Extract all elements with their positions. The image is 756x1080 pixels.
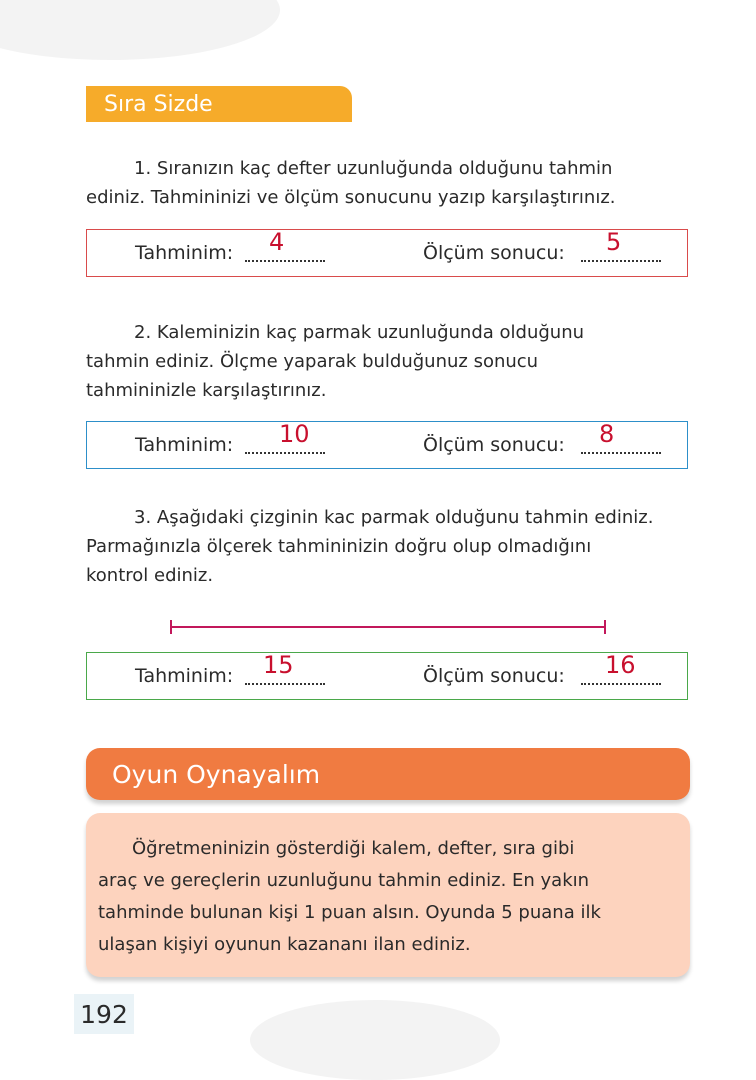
estimate-label: Tahminim: [135, 242, 234, 264]
line-start-tick [170, 620, 172, 634]
measure-label: Ölçüm sonucu: [423, 665, 565, 687]
measure-dotted-line [581, 683, 661, 685]
question-1 [86, 154, 686, 212]
sira-sizde-banner [86, 86, 352, 122]
measure-answer: 8 [599, 420, 615, 448]
measure-answer: 5 [606, 228, 622, 256]
estimate-answer: 15 [263, 651, 294, 679]
estimate-label: Tahminim: [135, 434, 234, 456]
page-number: 192 [74, 994, 134, 1034]
line-to-measure [170, 620, 606, 634]
question-1-line-1: 1. Sıranızın kaç defter uzunluğunda olduğunu tahmin [134, 158, 613, 179]
question-2-line-1: 2. Kaleminizin kaç parmak uzunluğunda olduğunu [134, 322, 585, 343]
oyun-line-3: tahminde bulunan kişi 1 puan alsın. Oyunda 5 puana ilk [98, 902, 601, 923]
background-blob-top [0, 0, 280, 60]
estimate-answer: 4 [269, 228, 285, 256]
question-3 [86, 503, 701, 590]
question-3-line-3: kontrol ediniz. [86, 565, 214, 586]
answer-box-3 [86, 652, 688, 700]
question-3-line-2: Parmağınızla ölçerek tahmininizin doğru olup olmadığını [86, 536, 592, 557]
line-end-tick [604, 620, 606, 634]
oyun-oynayalim-box [86, 813, 690, 977]
answer-box-1 [86, 229, 688, 277]
oyun-line-1: Öğretmeninizin gösterdiği kalem, defter, sıra gibi [132, 838, 575, 859]
estimate-dotted-line [245, 260, 325, 262]
measure-label: Ölçüm sonucu: [423, 242, 565, 264]
measure-answer: 16 [605, 651, 636, 679]
estimate-answer: 10 [279, 420, 310, 448]
oyun-oynayalim-title: Oyun Oynayalım [112, 759, 321, 789]
measure-dotted-line [581, 452, 661, 454]
question-2 [86, 318, 686, 405]
question-2-line-2: tahmin ediniz. Ölçme yaparak bulduğunuz sonucu [86, 351, 539, 372]
measure-dotted-line [581, 260, 661, 262]
measure-label: Ölçüm sonucu: [423, 434, 565, 456]
question-1-line-2: ediniz. Tahmininizi ve ölçüm sonucunu yazıp karşılaştırınız. [86, 187, 616, 208]
estimate-dotted-line [245, 683, 325, 685]
oyun-line-4: ulaşan kişiyi oyunun kazananı ilan ediniz. [98, 934, 471, 955]
sira-sizde-title: Sıra Sizde [104, 91, 213, 117]
background-blob-bottom [250, 1000, 500, 1080]
line-to-measure-bar [170, 626, 606, 628]
question-2-line-3: tahmininizle karşılaştırınız. [86, 380, 327, 401]
estimate-dotted-line [245, 452, 325, 454]
estimate-label: Tahminim: [135, 665, 234, 687]
oyun-line-2: araç ve gereçlerin uzunluğunu tahmin ediniz. En yakın [98, 870, 590, 891]
oyun-oynayalim-banner [86, 748, 690, 800]
answer-box-2 [86, 421, 688, 469]
question-3-line-1: 3. Aşağıdaki çizginin kac parmak olduğunu tahmin ediniz. [134, 507, 654, 528]
